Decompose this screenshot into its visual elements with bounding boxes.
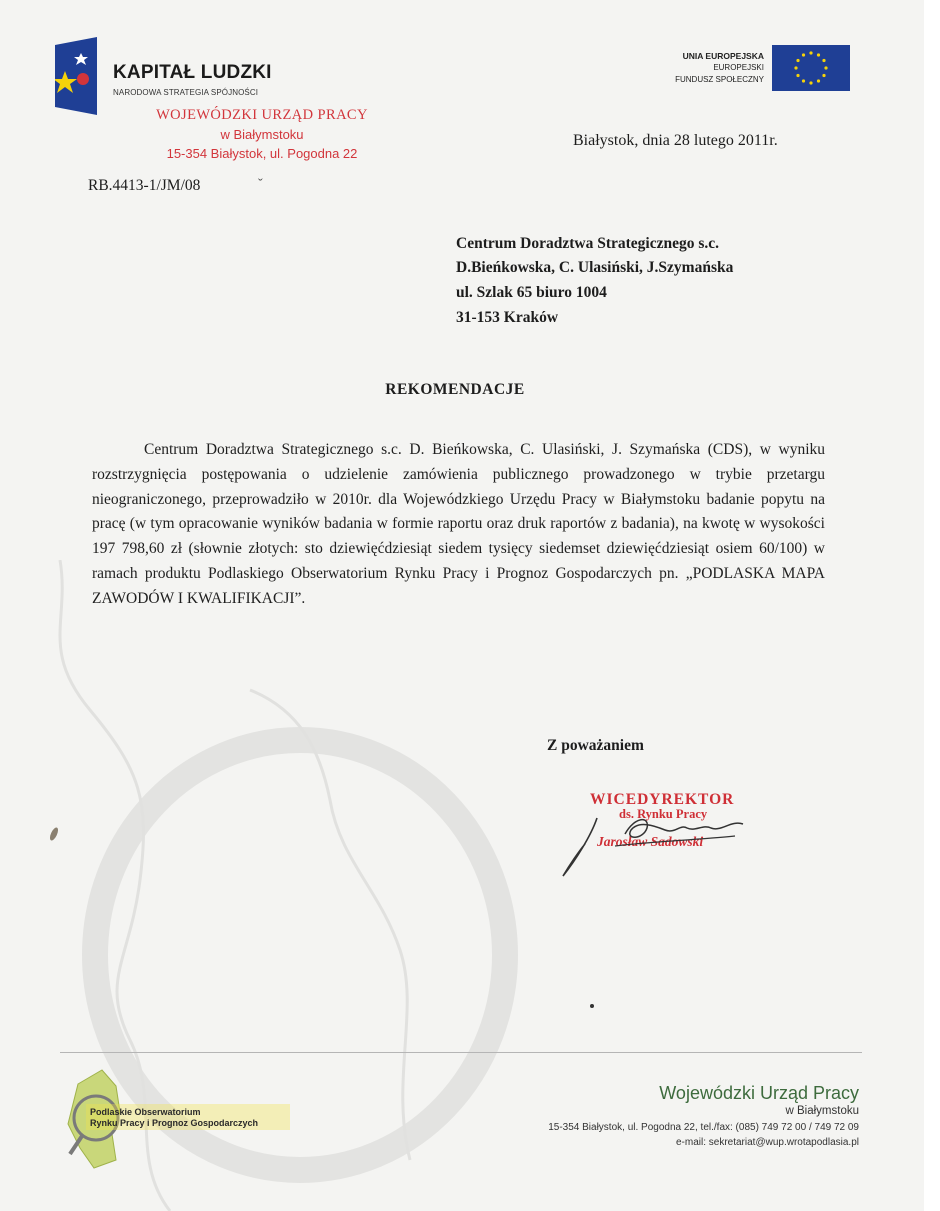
recipient-line-4: 31-153 Kraków (456, 309, 559, 326)
eu-star-icon (794, 66, 797, 69)
program-subtitle: NARODOWA STRATEGIA SPÓJNOŚCI (113, 88, 259, 97)
program-title: KAPITAŁ LUDZKI (113, 62, 272, 83)
stamp-office-city: w Białymstoku (220, 127, 304, 142)
letter-body: Centrum Doradztwa Strategicznego s.c. D. Bieńkowska, C. Ulasiński, J. Szymańska (CDS), w wyniku rozstrzygnięcia postępowania o udzielenie zamówienia publicznego prowadzonego w trybie przetargu nieograniczonego, przeprowadziło w 2010r. dla Wojewódzkiego Urzędu Pracy w Białymstoku badanie popytu na pracę (w tym opracowanie wyników badania w formie raportu oraz druk raportów z badania), na kwotę w wysokości 197 798,60 zł (słownie złotych: sto dziewięćdziesiąt siedem tysięcy siedemset dziewięćdziesiąt osiem 60/100) w ramach produktu Podlaskiego Obserwatorium Rynku Pracy i Prognoz Gospodarczych pn. „PODLASKA MAPA ZAWODÓW I KWALIFIKACJI”. (92, 441, 825, 607)
scan-edge (924, 0, 940, 1211)
handwritten-tick-icon: ˇ (258, 177, 263, 192)
eu-flag-icon (772, 45, 850, 91)
recipient-line-1: Centrum Doradztwa Strategicznego s.c. (456, 235, 720, 252)
eu-star-icon (809, 51, 812, 54)
eu-line-2: EUROPEJSKI (713, 63, 764, 72)
stamp-office-name: WOJEWÓDZKI URZĄD PRACY (156, 107, 368, 123)
footer-divider (60, 1052, 862, 1053)
signature-stamp-department: ds. Rynku Pracy (619, 807, 708, 821)
footer-city: w Białymstoku (785, 1105, 859, 1117)
closing-phrase: Z poważaniem (547, 737, 644, 754)
eu-star-icon (817, 53, 820, 56)
reference-number: RB.4413-1/JM/08 (88, 177, 201, 194)
footer-logo-line-2: Rynku Pracy i Prognoz Gospodarczych (90, 1118, 259, 1128)
eu-line-3: FUNDUSZ SPOŁECZNY (675, 75, 764, 84)
recipient-line-3: ul. Szlak 65 biuro 1004 (456, 284, 607, 301)
kapital-ludzki-logo-icon (55, 37, 97, 115)
footer-address: 15-354 Białystok, ul. Pogodna 22, tel./fax: (085) 749 72 00 / 749 72 09 (548, 1122, 859, 1133)
footer-organization: Wojewódzki Urząd Pracy (659, 1083, 859, 1103)
eu-star-icon (796, 74, 799, 77)
recipient-line-2: D.Bieńkowska, C. Ulasiński, J.Szymańska (456, 259, 734, 276)
eu-star-icon (802, 53, 805, 56)
eu-star-icon (822, 74, 825, 77)
footer-logo-line-1: Podlaskie Obserwatorium (90, 1107, 201, 1117)
eu-star-icon (822, 59, 825, 62)
stamp-office-address: 15-354 Białystok, ul. Pogodna 22 (166, 146, 358, 161)
document-title-text: REKOMENDACJE (385, 381, 525, 398)
footer-email: e-mail: sekretariat@wup.wrotapodlasia.pl (675, 1137, 859, 1148)
eu-logo-text (675, 50, 764, 86)
eu-star-icon (817, 79, 820, 82)
handwritten-signature (555, 806, 765, 886)
letter-date: Białystok, dnia 28 lutego 2011r. (573, 132, 778, 149)
eu-line-1: UNIA EUROPEJSKA (682, 51, 764, 61)
signature-stamp-title: WICEDYREKTOR (590, 791, 735, 808)
eu-star-icon (824, 66, 827, 69)
signature-stamp-name: Jarosław Sadowski (597, 834, 704, 849)
eu-star-icon (809, 81, 812, 84)
ink-speck (590, 1004, 594, 1008)
document-title (0, 381, 924, 399)
eu-star-icon (796, 59, 799, 62)
eu-star-icon (802, 79, 805, 82)
